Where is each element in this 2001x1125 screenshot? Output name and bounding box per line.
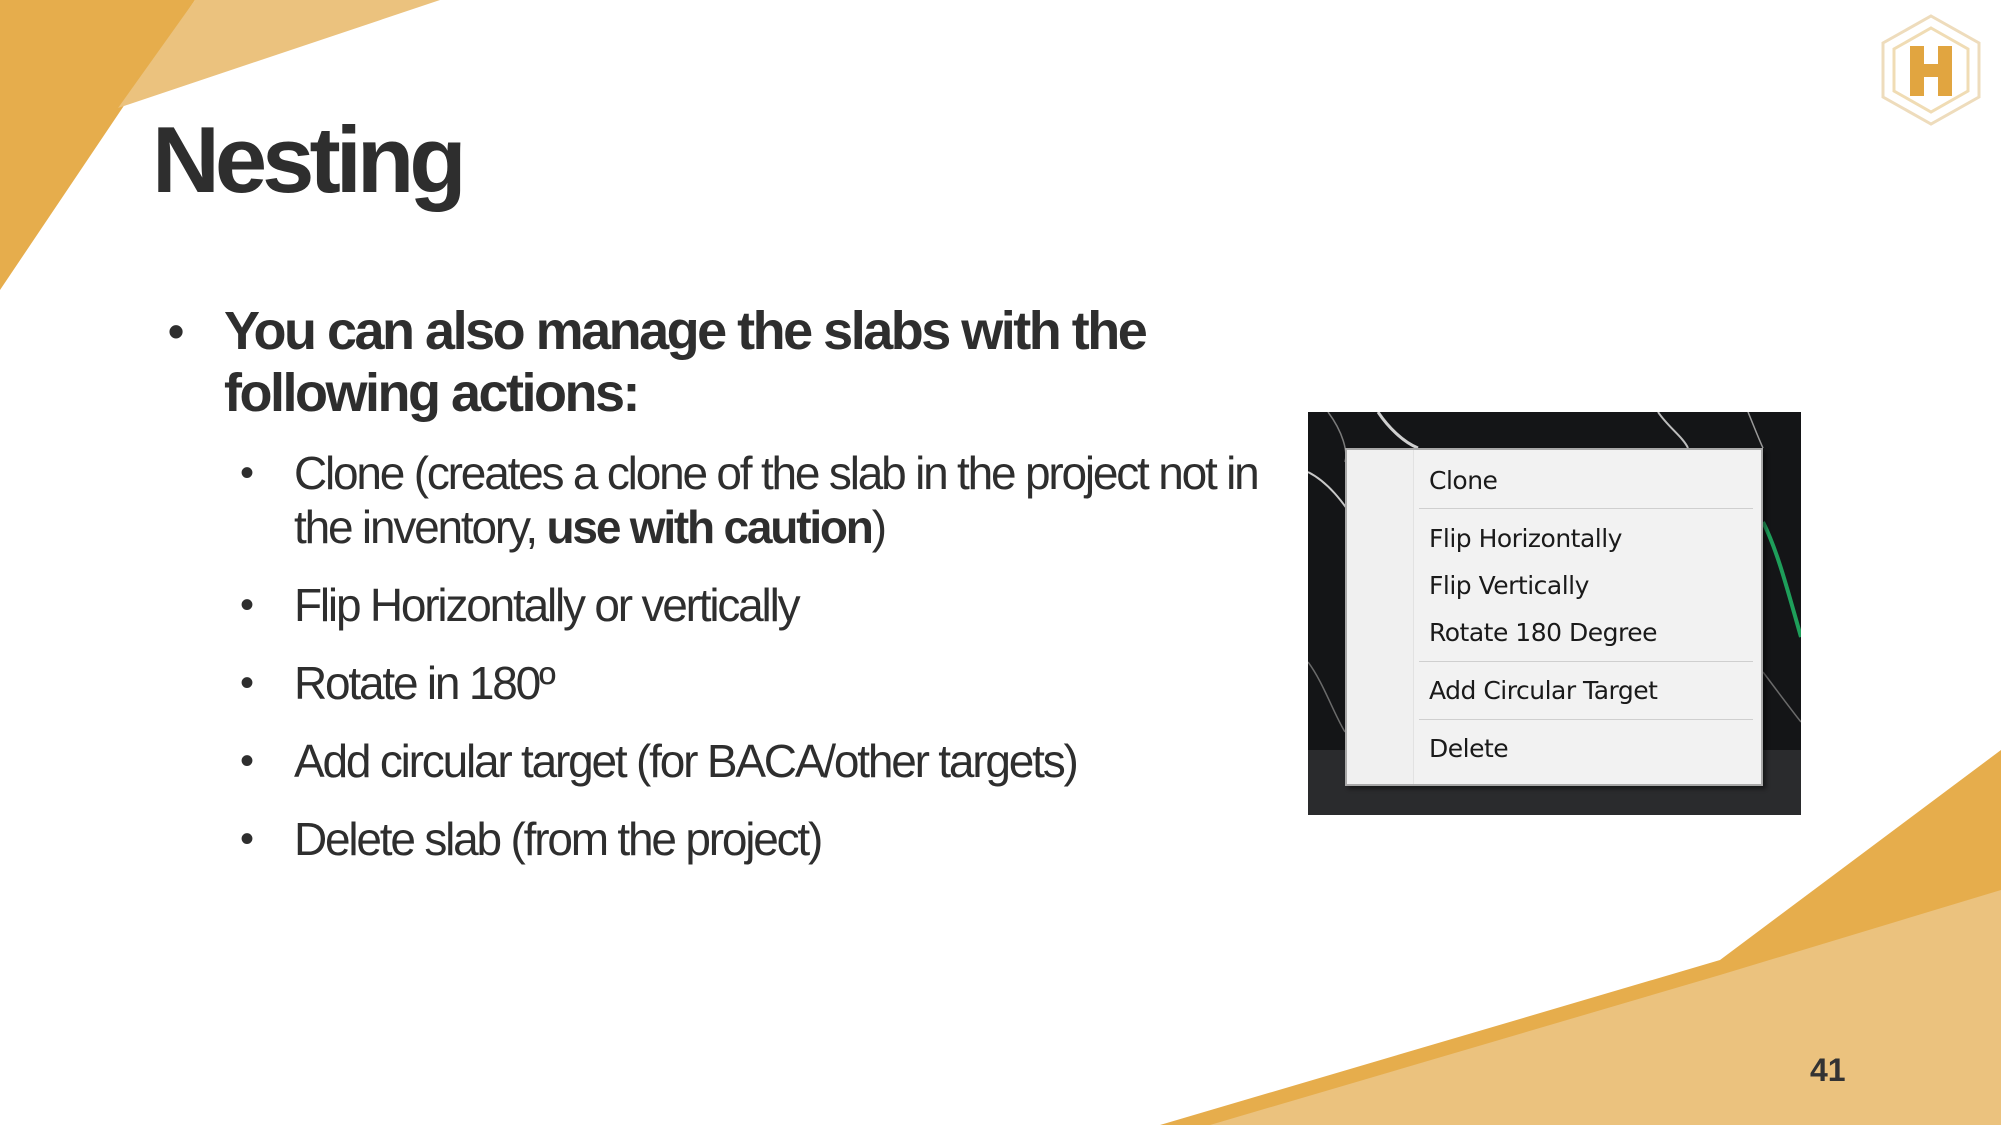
menu-separator [1419, 508, 1753, 509]
menu-item-flip-vertically[interactable]: Flip Vertically [1429, 571, 1589, 600]
bullet-flip [168, 578, 1258, 632]
bullet-list [168, 300, 1258, 890]
menu-item-delete[interactable]: Delete [1429, 734, 1509, 763]
intro-bullet [168, 300, 1258, 424]
rotate-text: Rotate in 180º [294, 657, 554, 709]
clone-text-end: ) [871, 501, 885, 553]
bullet-dot-icon: • [240, 583, 252, 627]
bullet-dot-icon: • [168, 305, 182, 357]
hexagon-h-logo-icon [1880, 14, 1982, 126]
flip-text: Flip Horizontally or vertically [294, 579, 799, 631]
bullet-dot-icon: • [240, 451, 252, 495]
clone-text: Clone (creates a clone of the slab in the project not in the inventory, [294, 447, 1258, 553]
bullet-target [168, 734, 1258, 788]
page-number: 41 [1810, 1052, 1846, 1088]
context-menu-screenshot [1308, 412, 1801, 815]
delete-text: Delete slab (from the project) [294, 813, 822, 865]
bullet-dot-icon: • [240, 817, 252, 861]
menu-item-add-circular-target[interactable]: Add Circular Target [1429, 676, 1658, 705]
bullet-rotate [168, 656, 1258, 710]
menu-separator [1419, 719, 1753, 720]
bullet-clone [168, 446, 1258, 554]
menu-gutter [1347, 450, 1414, 784]
clone-caution-text: use with caution [546, 501, 872, 553]
menu-separator [1419, 661, 1753, 662]
bullet-delete [168, 812, 1258, 866]
bullet-dot-icon: • [240, 739, 252, 783]
menu-item-clone[interactable]: Clone [1429, 466, 1498, 495]
page-title: Nesting [152, 107, 462, 212]
intro-text: You can also manage the slabs with the following actions: [224, 301, 1146, 423]
menu-item-flip-horizontally[interactable]: Flip Horizontally [1429, 524, 1622, 553]
bullet-dot-icon: • [240, 661, 252, 705]
menu-item-rotate-180[interactable]: Rotate 180 Degree [1429, 618, 1657, 647]
context-menu [1345, 448, 1763, 786]
target-text: Add circular target (for BACA/other targets) [294, 735, 1077, 787]
